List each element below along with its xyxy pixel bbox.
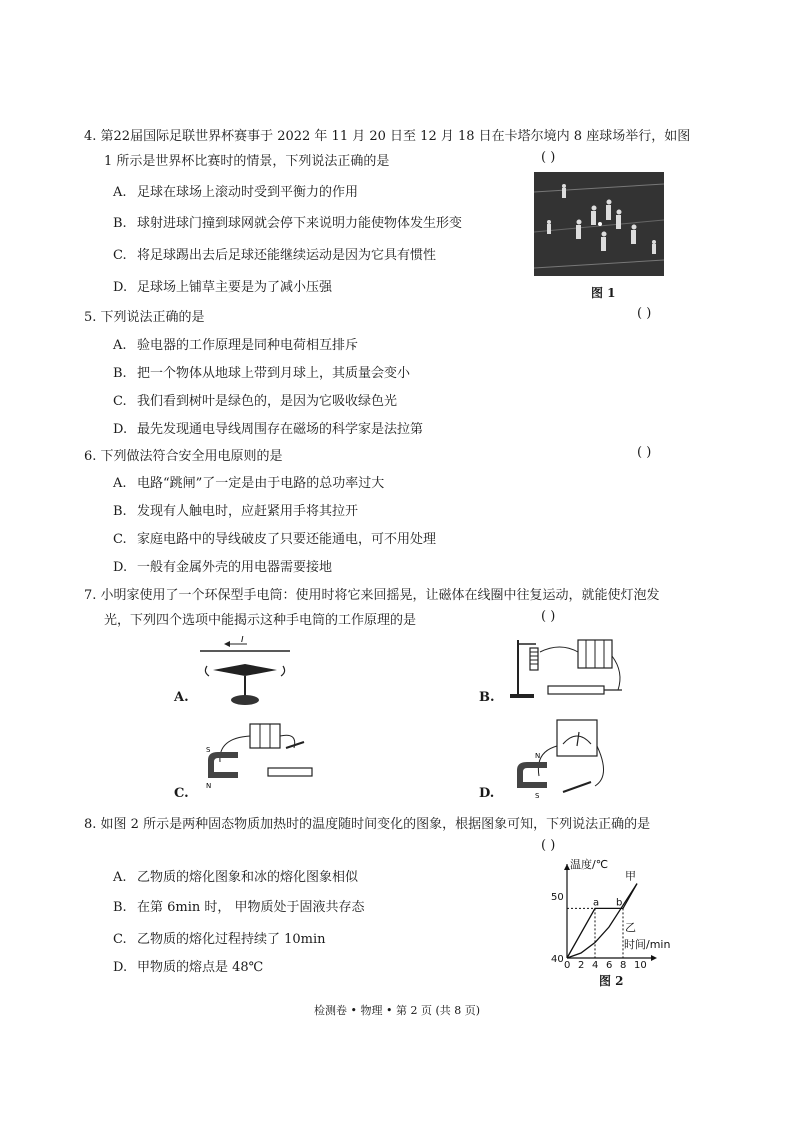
world-cup-photo bbox=[534, 172, 664, 276]
magnet-n-label: N bbox=[535, 752, 541, 760]
figure-2-caption: 图 2 bbox=[599, 974, 624, 988]
q4-option-d: D. 足球场上铺草主要是为了减小压强 bbox=[113, 280, 333, 295]
q6-option-d: D. 一般有金属外壳的用电器需要接地 bbox=[113, 560, 333, 575]
electromagnet-circuit-figure bbox=[500, 632, 630, 704]
q7-choice-c-label: C. bbox=[174, 786, 189, 801]
motor-circuit-figure bbox=[198, 718, 323, 790]
q7-choice-d-label: D. bbox=[479, 786, 495, 801]
q6-option-b: B. 发现有人触电时，应赶紧用手将其拉开 bbox=[113, 504, 359, 519]
point-b-label: b bbox=[616, 897, 623, 909]
q4-option-b: B. 球射进球门撞到球网就会停下来说明力能使物体发生形变 bbox=[113, 216, 463, 231]
page-footer: 检测卷 • 物理 • 第 2 页 (共 8 页) bbox=[314, 1004, 481, 1017]
q8-answer-paren: ( ) bbox=[541, 838, 556, 853]
q7-stem-line2: 光，下列四个选项中能揭示这种手电筒的工作原理的是 bbox=[104, 613, 417, 628]
q4-option-a: A. 足球在球场上滚动时受到平衡力的作用 bbox=[113, 185, 359, 200]
magnet-s-label: S bbox=[535, 792, 540, 800]
q8-option-d: D. 甲物质的熔点是 48℃ bbox=[113, 960, 264, 975]
x-tick-label: 4 bbox=[592, 960, 599, 970]
q5-stem: 5. 下列说法正确的是 bbox=[84, 310, 205, 325]
q5-option-d: D. 最先发现通电导线周围存在磁场的科学家是法拉第 bbox=[113, 422, 424, 437]
x-tick-label: 0 bbox=[564, 960, 571, 970]
x-axis-label: 时间/min bbox=[624, 938, 671, 951]
q7-answer-paren: ( ) bbox=[541, 609, 556, 624]
q4-option-c: C. 将足球踢出去后足球还能继续运动是因为它具有惯性 bbox=[113, 248, 437, 263]
magnet-n-label: N bbox=[206, 782, 212, 790]
q5-option-b: B. 把一个物体从地球上带到月球上，其质量会变小 bbox=[113, 366, 411, 381]
magnet-s-label: S bbox=[206, 746, 211, 754]
q4-stem-line2: 1 所示是世界杯比赛时的情景，下列说法正确的是 bbox=[104, 154, 390, 169]
q6-answer-paren: ( ) bbox=[637, 445, 652, 460]
x-tick-label: 2 bbox=[578, 960, 585, 970]
q5-option-a: A. 验电器的工作原理是同种电荷相互排斥 bbox=[113, 338, 359, 353]
y-tick-label: 50 bbox=[551, 892, 564, 903]
x-tick-label: 8 bbox=[620, 960, 627, 970]
q4-stem-line1: 4. 第22届国际足联世界杯赛事于 2022 年 11 月 20 日至 12 月 18 日在卡塔尔境内 8 座球场举行，如图 bbox=[84, 129, 691, 144]
series-jia-name: 甲 bbox=[625, 869, 636, 883]
q7-choice-a-label: A. bbox=[174, 690, 189, 705]
q6-option-c: C. 家庭电路中的导线破皮了只要还能通电，可不用处理 bbox=[113, 532, 437, 547]
q4-answer-paren: ( ) bbox=[541, 150, 556, 165]
x-tick-label: 6 bbox=[606, 960, 613, 970]
series-yi-name: 乙 bbox=[625, 921, 636, 934]
figure-1-caption: 图 1 bbox=[591, 286, 616, 300]
q8-option-b: B. 在第 6min 时， 甲物质处于固液共存态 bbox=[113, 900, 365, 915]
q5-option-c: C. 我们看到树叶是绿色的，是因为它吸收绿色光 bbox=[113, 394, 398, 409]
q6-option-a: A. 电路“跳闸”了一定是由于电路的总功率过大 bbox=[113, 476, 385, 491]
q8-option-a: A. 乙物质的熔化图象和冰的熔化图象相似 bbox=[113, 870, 359, 885]
q8-stem: 8. 如图 2 所示是两种固态物质加热时的温度随时间变化的图象，根据图象可知，下列说法正确的是 bbox=[84, 817, 651, 832]
point-a-label: a bbox=[593, 897, 600, 909]
oersted-experiment-figure bbox=[195, 636, 295, 716]
y-axis-label: 温度/℃ bbox=[570, 858, 609, 871]
x-tick-label: 10 bbox=[634, 960, 647, 970]
melting-curve-chart bbox=[540, 856, 690, 970]
y-tick-label: 40 bbox=[551, 954, 564, 965]
q7-stem-line1: 7. 小明家使用了一个环保型手电筒：使用时将它来回摇晃，让磁体在线圈中往复运动，就能使灯泡发 bbox=[84, 588, 660, 603]
current-label: I bbox=[241, 636, 244, 645]
q7-choice-b-label: B. bbox=[479, 690, 495, 705]
q6-stem: 6. 下列做法符合安全用电原则的是 bbox=[84, 449, 283, 464]
x-axis-arrow bbox=[651, 955, 657, 961]
generator-circuit-figure bbox=[505, 716, 617, 800]
q5-answer-paren: ( ) bbox=[637, 306, 652, 321]
q8-option-c: C. 乙物质的熔化过程持续了 10min bbox=[113, 932, 326, 947]
